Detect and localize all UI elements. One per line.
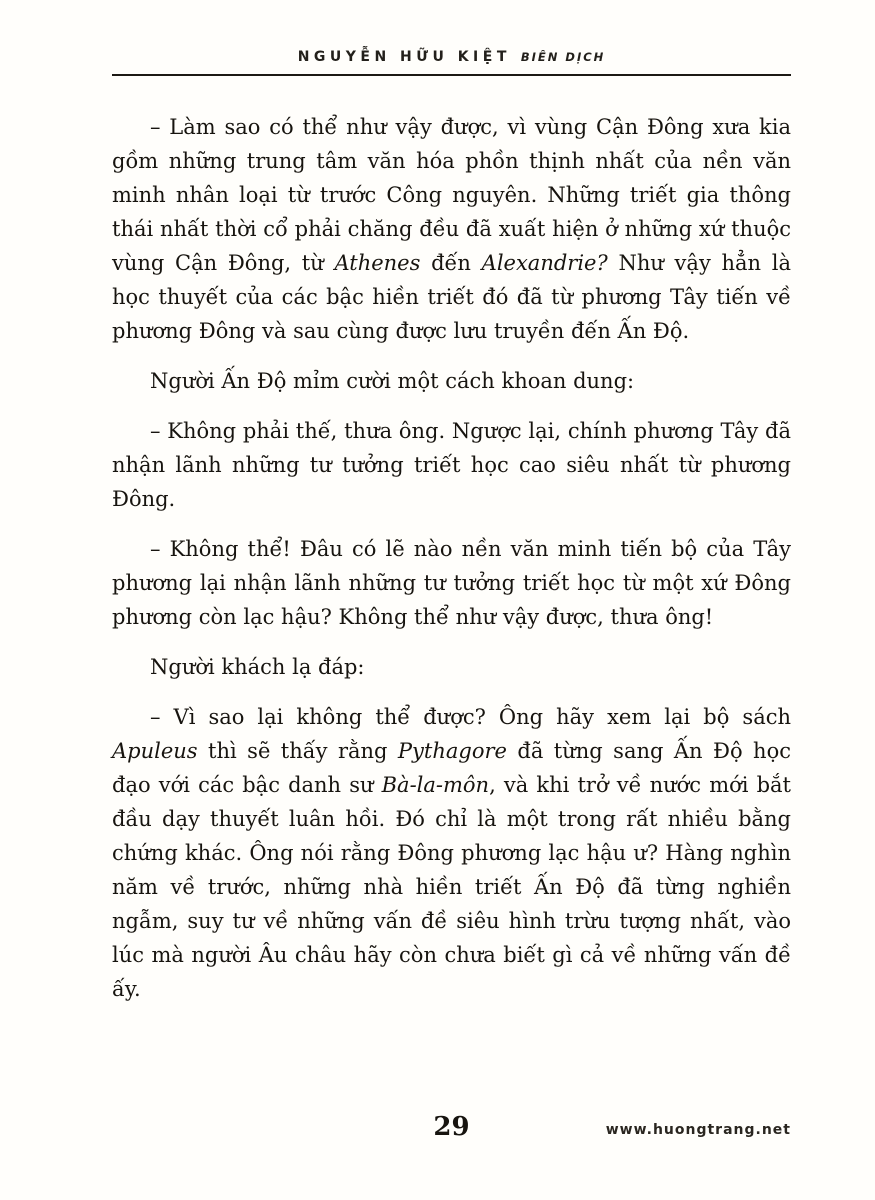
text-segment: đến (420, 251, 482, 275)
paragraph (112, 110, 791, 348)
header-rule (112, 74, 791, 76)
page-footer (112, 1104, 791, 1142)
text-segment: Người khách lạ đáp: (150, 655, 365, 679)
running-header (112, 46, 791, 65)
italic-term: Alexandrie? (481, 251, 608, 275)
text-segment: đã từng sang Ấn Độ học đạo với các bậc danh sư (112, 739, 791, 797)
paragraph (112, 532, 791, 634)
text-segment: – Làm sao có thể như vậy được, vì vùng Cận Đông xưa kia gồm những trung tâm văn hóa phồn thịnh nhất của nền văn minh nhân loại từ trước Công nguyên. Những triết gia thông thái nhất thời cổ phải chăng đều đã xuất hiện ở những xứ thuộc vùng Cận Đông, từ (112, 115, 791, 275)
text-segment: Như vậy hẳn là học thuyết của các bậc hiền triết đó đã từ phương Tây tiến về phương Đông và sau cùng được lưu truyền đến Ấn Độ. (112, 251, 791, 343)
italic-term: Bà-la-môn (381, 773, 490, 797)
text-segment: Người Ấn Độ mỉm cười một cách khoan dung: (150, 369, 635, 393)
italic-term: Pythagore (397, 739, 507, 763)
text-segment: , và khi trở về nước mới bắt đầu dạy thuyết luân hồi. Đó chỉ là một trong rất nhiều bằng chứng khác. Ông nói rằng Đông phương lạc hậu ư? Hàng nghìn năm về trước, những nhà hiền triết Ấn Độ đã từng nghiền ngẫm, suy tư về những vấn đề siêu hình trừu tượng nhất, vào lúc mà người Âu châu hãy còn chưa biết gì cả về những vấn đề ấy. (112, 773, 791, 1001)
text-segment: – Vì sao lại không thể được? Ông hãy xem lại bộ sách (150, 705, 791, 729)
header-role: BIÊN DỊCH (520, 50, 606, 64)
italic-term: Apuleus (112, 739, 198, 763)
paragraph (112, 414, 791, 516)
page-number: 29 (433, 1112, 470, 1142)
text-segment: thì sẽ thấy rằng (197, 739, 398, 763)
page-body (112, 110, 791, 1006)
text-segment: – Không thể! Đâu có lẽ nào nền văn minh tiến bộ của Tây phương lại nhận lãnh những tư tưởng triết học từ một xứ Đông phương còn lạc hậu? Không thể như vậy được, thưa ông! (112, 537, 791, 629)
website-url: www.huongtrang.net (605, 1122, 791, 1138)
header-author: NGUYỄN HỮU KIỆT (297, 49, 511, 65)
text-segment: – Không phải thế, thưa ông. Ngược lại, chính phương Tây đã nhận lãnh những tư tưởng triết học cao siêu nhất từ phương Đông. (112, 419, 791, 511)
paragraph (112, 650, 791, 684)
paragraph (112, 364, 791, 398)
italic-term: Athenes (334, 251, 421, 275)
paragraph (112, 700, 791, 1006)
